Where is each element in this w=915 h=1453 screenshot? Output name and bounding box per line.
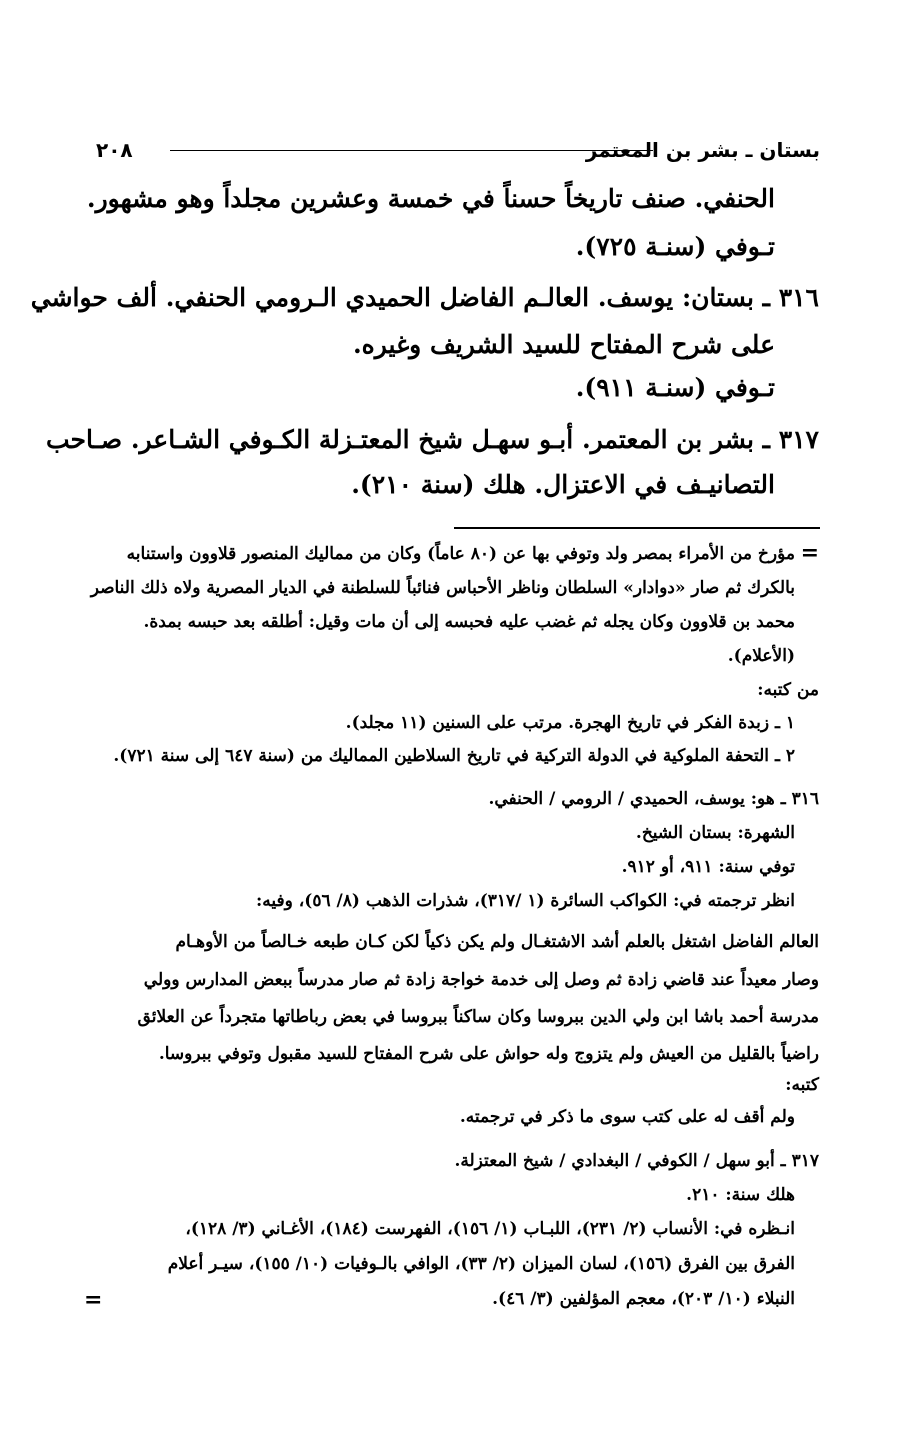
entry-317-line-1 (46, 425, 819, 454)
continued-entry-line-1: الحنفي. صنف تاريخاً حسناً في خمسة وعشرين مجلداً وهو مشهور. (86, 184, 775, 213)
footnote-317-line-1: ٣١٧ ـ أبو سهل / الكوفي / البغدادي / شيخ المعتزلة. (454, 1151, 819, 1171)
entry-317-text: أبـو سهـل شيخ المعتـزلة الكـوفي الشـاعر. صـاحب (45, 425, 574, 454)
entry-316-line-2: على شرح المفتاح للسيد الشريف وغيره. (352, 330, 775, 359)
footnote-316-line-6: وصار معيداً عند قاضي زادة ثم وصل إلى خدمة خواجة زادة ثم صار مدرساً ببعض المدارس وولي (143, 970, 819, 990)
footnote-continued-source: (الأعلام). (727, 646, 795, 666)
footnote-end-continuation-mark: = (84, 1287, 103, 1313)
entry-316-line-1 (31, 283, 819, 312)
footnote-316-line-2: الشهرة: بستان الشيخ. (635, 823, 795, 843)
footnote-316-line-1: ٣١٦ ـ هو: يوسف، الحميدي / الرومي / الحنفي. (488, 789, 819, 809)
footnote-316-line-9: كتبه: (785, 1075, 819, 1095)
footnote-books-heading: من كتبه: (757, 680, 819, 700)
footnote-316-line-7: مدرسة أحمد باشا ابن ولي الدين ببروسا وكان ساكناً ببروسا في بعض رباطاتها متجرداً عن العلائق (137, 1007, 819, 1027)
footnote-316-line-10: ولم أقف له على كتب سوى ما ذكر في ترجمته. (459, 1107, 795, 1127)
running-head-title: بستان ـ بشر بن المعتمر (585, 138, 820, 162)
footnote-separator (454, 527, 820, 529)
footnote-continued-line-2: بالكرك ثم صار «دوادار» السلطان وناظر الأحباس فنائباً للسلطنة في الديار المصرية ولاه ذلك الناصر (90, 578, 795, 598)
footnote-continued-line-1: مؤرخ من الأمراء بمصر ولد وتوفي بها عن (٨٠ عاماً) وكان من مماليك المنصور قلاوون واستنابه (126, 544, 795, 564)
continued-entry-line-2: تـوفي (سنـة ٧٢٥). (575, 232, 775, 261)
entry-316-text: يوسف. العالـم الفاضل الحميدي الـرومي الحنفي. ألف حواشي (30, 283, 674, 312)
entry-317-heading: ٣١٧ ـ بشر بن المعتمر. (581, 425, 819, 454)
footnote-continued-line-3: محمد بن قلاوون وكان يجله ثم غضب عليه فحبسه إلى أن مات وقيل: أطلقه بعد حبسه بمدة. (143, 612, 795, 632)
footnote-book-2: ٢ ـ التحفة الملوكية في الدولة التركية في تاريخ السلاطين المماليك من (سنة ٦٤٧ إلى سنة ٧٢١). (113, 746, 795, 766)
footnote-continuation-mark: = (800, 540, 819, 566)
footnote-316-line-8: راضياً بالقليل من العيش ولم يتزوج وله حواش على شرح المفتاح للسيد مقبول وتوفي ببروسا. (158, 1044, 819, 1064)
footnote-317-line-2: هلك سنة: ٢١٠. (686, 1185, 795, 1205)
footnote-317-line-3: انـظره في: الأنساب (٢/ ٢٣١)، اللبـاب (١/ ١٥٦)، الفهرست (١٨٤)، الأغـاني (٣/ ١٢٨)، (185, 1219, 795, 1239)
entry-316-line-3: تـوفي (سنـة ٩١١). (575, 373, 775, 402)
footnote-316-line-3: توفي سنة: ٩١١، أو ٩١٢. (621, 857, 795, 877)
footnote-book-1: ١ ـ زبدة الفكر في تاريخ الهجرة. مرتب على السنين (١١ مجلد). (345, 713, 795, 733)
footnote-317-line-4: الفرق بين الفرق (١٥٦)، لسان الميزان (٢/ ٣٣)، الوافي بالـوفيات (١٠/ ١٥٥)، سيـر أعلام (167, 1254, 795, 1274)
entry-317-line-2: التصانيـف في الاعتزال. هلك (سنة ٢١٠). (351, 470, 775, 499)
running-head-rule (170, 150, 653, 151)
footnote-317-line-5: النبلاء (١٠/ ٢٠٣)، معجم المؤلفين (٣/ ٤٦). (492, 1289, 795, 1309)
page-number: ٢٠٨ (96, 138, 133, 162)
footnote-316-line-5: العالم الفاضل اشتغل بالعلم أشد الاشتغـال ولم يكن ذكياً لكن كـان طبعه خـالصاً من الأوهـام (175, 932, 819, 952)
entry-316-heading: ٣١٦ ـ بستان: (681, 283, 819, 312)
footnote-316-line-4: انظر ترجمته في: الكواكب السائرة (١ /٣١٧)، شذرات الذهب (٨/ ٥٦)، وفيه: (256, 891, 795, 911)
